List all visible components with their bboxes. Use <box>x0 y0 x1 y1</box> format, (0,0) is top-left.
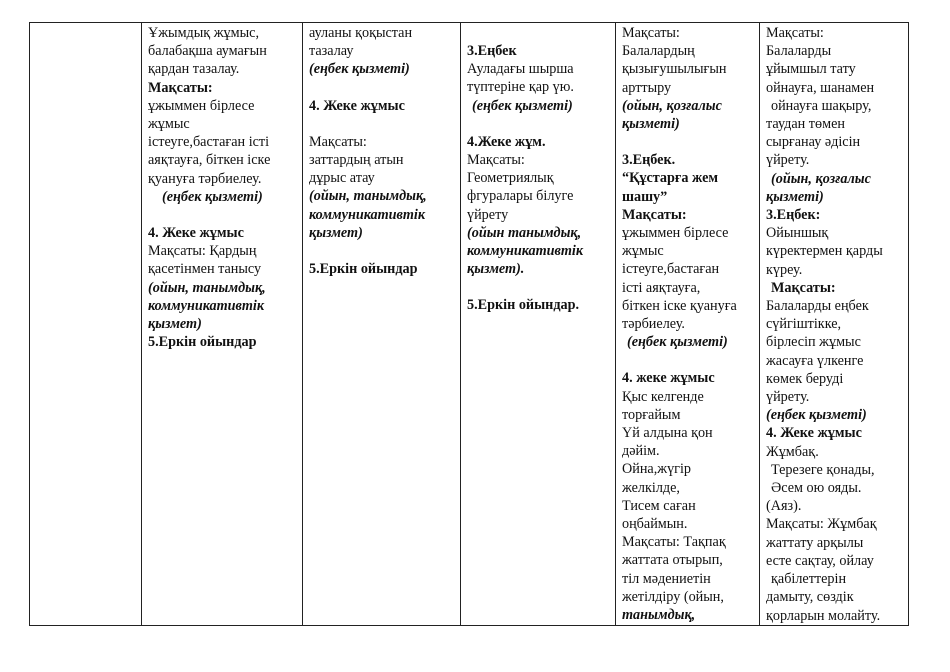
cell-col5 <box>616 23 760 626</box>
activity-note: (еңбек қызметі) <box>472 97 573 114</box>
text-line: қабілеттерін <box>771 571 847 588</box>
text-line: арттыру <box>622 79 672 96</box>
text-line: Ойна,жүгір <box>622 461 692 478</box>
text-line: дәйім. <box>622 443 660 460</box>
text-line: Мақсаты: Жұмбақ <box>766 516 877 533</box>
cell-col3 <box>303 23 461 626</box>
activity-note: (ойын, танымдық, <box>148 279 266 296</box>
text-line: күреу. <box>766 261 803 278</box>
line-gap <box>622 351 755 369</box>
text-line: қорларын молайту. <box>766 607 881 624</box>
text-line: жаттата отырып, <box>622 552 723 569</box>
text-line: желкілде, <box>622 479 680 496</box>
text-line: ойнауға, шанамен <box>766 79 875 96</box>
text-line: Тисем саған <box>622 497 696 514</box>
activity-note: (ойын, қозғалыс <box>622 97 722 114</box>
goal-heading: Мақсаты: <box>771 279 836 296</box>
table-row <box>30 23 909 626</box>
text-line: ауланы қоқыстан <box>309 25 413 41</box>
text-line: Жұмбақ. <box>766 443 819 460</box>
text-line: жасауға үлкенге <box>766 352 864 369</box>
text-line: түптеріне қар үю. <box>467 79 574 96</box>
goal-heading: Мақсаты: <box>622 206 687 223</box>
line-gap <box>309 242 456 260</box>
activity-note: (ойын, танымдық, <box>309 188 427 205</box>
text-line: Ұжымдық жұмыс, <box>148 25 259 41</box>
cell-empty <box>30 23 142 626</box>
section-heading: 5.Еркін ойындар <box>309 261 418 278</box>
text-line: күректермен қарды <box>766 243 883 260</box>
text-line: тіл мәдениетін <box>622 570 711 587</box>
section-heading: шашу” <box>622 188 668 205</box>
activity-note: коммуникативтік <box>309 206 426 223</box>
line-gap <box>309 79 456 97</box>
text-line: торғайым <box>622 406 681 423</box>
section-heading: 4. жеке жұмыс <box>622 370 715 387</box>
text-line: Мақсаты: Тақпақ <box>622 534 726 551</box>
text-line: қызығушылығын <box>622 61 727 78</box>
text-line: үйрету. <box>766 152 810 169</box>
text-line: қасетінмен танысу <box>148 261 262 278</box>
section-heading: 4. Жеке жұмыс <box>766 425 862 442</box>
text-line: ұжыммен бірлесе <box>622 225 729 242</box>
activity-note: (еңбек қызметі) <box>627 334 728 351</box>
activity-note: (еңбек қызметі) <box>309 61 410 78</box>
text-line: оңбаймын. <box>622 516 688 533</box>
activity-note: (ойын, қозғалыс <box>771 170 871 187</box>
text-line: жетілдіру (ойын, <box>622 588 724 605</box>
cell-col4 <box>461 23 616 626</box>
section-heading: 3.Еңбек <box>467 43 517 59</box>
line-gap <box>467 115 611 133</box>
text-line: үйрету <box>467 206 509 223</box>
activity-note: қызметі) <box>766 188 824 205</box>
section-heading: 4. Жеке жұмыс <box>148 225 244 242</box>
text-line: Мақсаты: <box>309 133 367 150</box>
text-line: Терезеге қонады, <box>771 461 875 478</box>
text-line: Мақсаты: Қардың <box>148 243 257 260</box>
text-line: Геометриялық <box>467 170 554 187</box>
text-line: сырғанау әдісін <box>766 134 861 151</box>
text-line: ұйымшыл тату <box>766 61 856 78</box>
activity-note: (еңбек қызметі) <box>162 188 263 205</box>
activity-note: коммуникативтік <box>148 297 265 314</box>
line-gap <box>467 24 611 42</box>
text-line: тәрбиелеу. <box>622 316 685 333</box>
activity-note: қызмет) <box>309 224 363 241</box>
activity-note: (ойын танымдық, <box>467 224 582 241</box>
text-line: (Аяз). <box>766 498 802 515</box>
activity-note: қызметі) <box>622 116 680 133</box>
text-line: үйрету. <box>766 389 810 406</box>
text-line: істі аяқтауға, <box>622 279 701 296</box>
text-line: аяқтауға, біткен іске <box>148 152 271 169</box>
activity-note: қызмет) <box>148 316 202 333</box>
goal-heading: Мақсаты: <box>148 79 213 96</box>
text-line: Мақсаты: <box>467 152 525 169</box>
text-line: Ауладағы шырша <box>467 61 574 78</box>
text-line: Қыс келгенде <box>622 388 704 405</box>
text-line: Үй алдына қон <box>622 425 713 442</box>
text-line: таудан төмен <box>766 116 845 133</box>
text-line: Балаларды еңбек <box>766 298 869 315</box>
text-line: дұрыс атау <box>309 170 375 187</box>
activity-note: (еңбек қызметі) <box>766 407 867 424</box>
text-line: жұмыс <box>148 116 190 133</box>
activity-note: коммуникативтік <box>467 243 584 260</box>
text-line: балабақша аумағын <box>148 43 267 60</box>
activity-note: танымдық, <box>622 607 696 624</box>
text-line: дамыту, сөздік <box>766 589 854 606</box>
section-heading: 4.Жеке жұм. <box>467 133 546 150</box>
section-heading: 5.Еркін ойындар <box>148 334 257 351</box>
text-line: ойнауға шақыру, <box>771 97 872 114</box>
line-gap <box>467 278 611 296</box>
text-line: көмек беруді <box>766 370 844 387</box>
line-gap <box>148 206 298 224</box>
text-line: бірлесіп жұмыс <box>766 334 861 351</box>
cell-col2 <box>142 23 303 626</box>
line-gap <box>622 133 755 151</box>
text-line: ұжыммен бірлесе <box>148 97 255 114</box>
text-line: Балаларды <box>766 43 832 60</box>
cell-col6 <box>760 23 909 626</box>
text-line: Балалардың <box>622 43 695 60</box>
text-line: есте сақтау, ойлау <box>766 552 874 569</box>
text-line: Мақсаты: <box>766 25 824 41</box>
activity-note: қызмет). <box>467 261 525 278</box>
section-heading: 3.Еңбек. <box>622 152 676 169</box>
text-line: Мақсаты: <box>622 25 680 41</box>
text-line: жаттату арқылы <box>766 534 864 551</box>
section-heading: “Құстарға жем <box>622 170 719 187</box>
text-line: Ойыншық <box>766 225 829 242</box>
plan-table <box>29 22 909 626</box>
text-line: заттардың атын <box>309 152 404 169</box>
text-line: қардан тазалау. <box>148 61 240 78</box>
text-line: қуануға тәрбиелеу. <box>148 170 262 187</box>
text-line: тазалау <box>309 43 354 60</box>
text-line: фгуралары білуге <box>467 188 574 205</box>
section-heading: 4. Жеке жұмыс <box>309 97 405 114</box>
section-heading: 5.Еркін ойындар. <box>467 297 580 314</box>
text-line: біткен іске қуануға <box>622 297 737 314</box>
section-heading: 3.Еңбек: <box>766 207 821 224</box>
text-line: істеуге,бастаған істі <box>148 134 270 151</box>
text-line: сүйгіштікке, <box>766 316 842 333</box>
text-line: жұмыс <box>622 243 664 260</box>
text-line: Әсем ою ояды. <box>771 480 862 497</box>
text-line: істеуге,бастаған <box>622 261 720 278</box>
line-gap <box>309 115 456 133</box>
